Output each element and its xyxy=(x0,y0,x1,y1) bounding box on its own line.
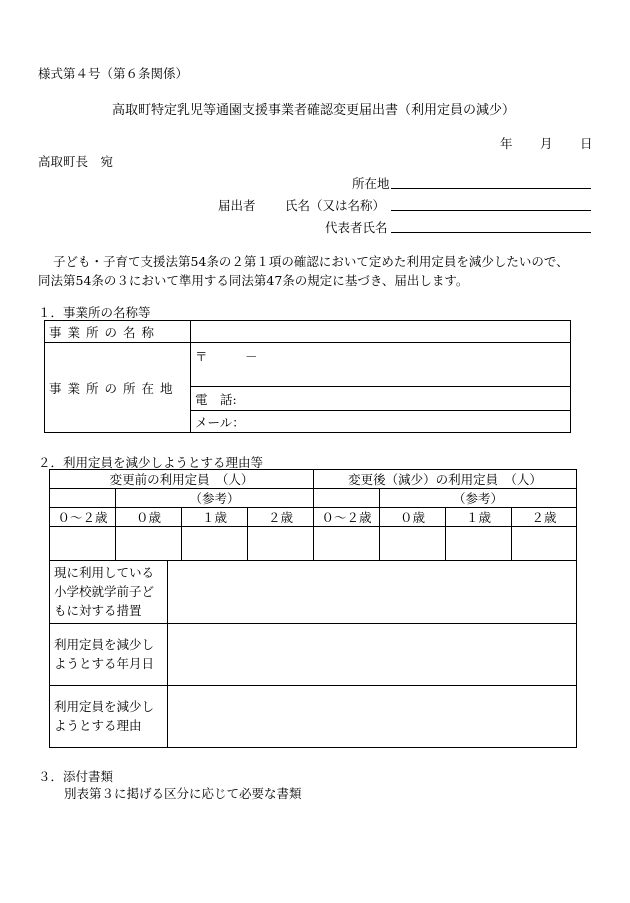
blank-cell xyxy=(50,489,116,508)
rep-label: 代表者氏名 xyxy=(325,220,388,235)
age-header: １歳 xyxy=(446,508,512,527)
date-month: 月 xyxy=(540,136,553,151)
address-label: 所在地 xyxy=(352,176,390,191)
measure-label: 現に利用している小学校就学前子どもに対する措置 xyxy=(50,561,168,623)
postal-field[interactable] xyxy=(191,343,571,387)
reason-field[interactable] xyxy=(168,685,577,747)
capacity-field[interactable] xyxy=(380,527,446,561)
name-label: 氏名（又は名称） xyxy=(285,198,386,213)
date-day: 日 xyxy=(580,136,593,151)
mail-field[interactable] xyxy=(191,411,571,433)
age-header: ２歳 xyxy=(248,508,314,527)
mail-label: メール： xyxy=(195,414,245,430)
form-number: 様式第４号（第６条関係） xyxy=(38,66,189,81)
capacity-field[interactable] xyxy=(248,527,314,561)
before-header: 変更前の利用定員 （人） xyxy=(50,470,314,489)
name-field[interactable] xyxy=(391,210,591,211)
facility-table xyxy=(44,320,571,433)
facility-address-label: 事業所の所在地 xyxy=(45,343,191,433)
capacity-field[interactable] xyxy=(182,527,248,561)
phone-field[interactable] xyxy=(191,387,571,411)
submitter-label: 届出者 xyxy=(218,198,256,213)
address-field[interactable] xyxy=(391,188,591,189)
age-header: ０～２歳 xyxy=(314,508,380,527)
section2-heading: ２．利用定員を減少しようとする理由等 xyxy=(38,455,264,470)
facility-name-field[interactable] xyxy=(191,321,571,343)
body-text-line1: 子ども・子育て支援法第54条の２第１項の確認において定めた利用定員を減少したいので、 xyxy=(53,254,569,269)
attachment-text: 別表第３に掲げる区分に応じて必要な書類 xyxy=(64,786,302,801)
capacity-table xyxy=(49,469,577,561)
postal-label: 〒 － xyxy=(195,349,258,364)
facility-name-label: 事業所の名称 xyxy=(45,321,191,343)
capacity-field[interactable] xyxy=(116,527,182,561)
reduction-date-field[interactable] xyxy=(168,623,577,685)
capacity-field[interactable] xyxy=(512,527,577,561)
age-header: ０～２歳 xyxy=(50,508,116,527)
body-text-line2: 同法第54条の３において準用する同法第47条の規定に基づき、届出します。 xyxy=(38,273,469,288)
after-header: 変更後（減少）の利用定員 （人） xyxy=(314,470,577,489)
age-header: ２歳 xyxy=(512,508,577,527)
addressee: 高取町長 宛 xyxy=(38,154,114,169)
section3-heading: ３．添付書類 xyxy=(38,769,114,784)
age-header: ０歳 xyxy=(116,508,182,527)
reason-label: 利用定員を減少しようとする理由 xyxy=(50,685,168,747)
reduction-date-label: 利用定員を減少しようとする年月日 xyxy=(50,623,168,685)
blank-cell xyxy=(314,489,380,508)
measure-field[interactable] xyxy=(168,561,577,623)
reason-table xyxy=(49,561,577,748)
section1-heading: １．事業所の名称等 xyxy=(38,305,151,320)
phone-label: 電 話: xyxy=(195,391,237,407)
age-header: １歳 xyxy=(182,508,248,527)
page-title: 高取町特定乳児等通園支援事業者確認変更届出書（利用定員の減少） xyxy=(112,103,516,118)
after-ref-header: （参考） xyxy=(380,489,577,508)
capacity-field[interactable] xyxy=(446,527,512,561)
age-header: ０歳 xyxy=(380,508,446,527)
capacity-field[interactable] xyxy=(314,527,380,561)
before-ref-header: （参考） xyxy=(116,489,314,508)
date-year: 年 xyxy=(500,136,513,151)
rep-field[interactable] xyxy=(391,232,591,233)
capacity-field[interactable] xyxy=(50,527,116,561)
